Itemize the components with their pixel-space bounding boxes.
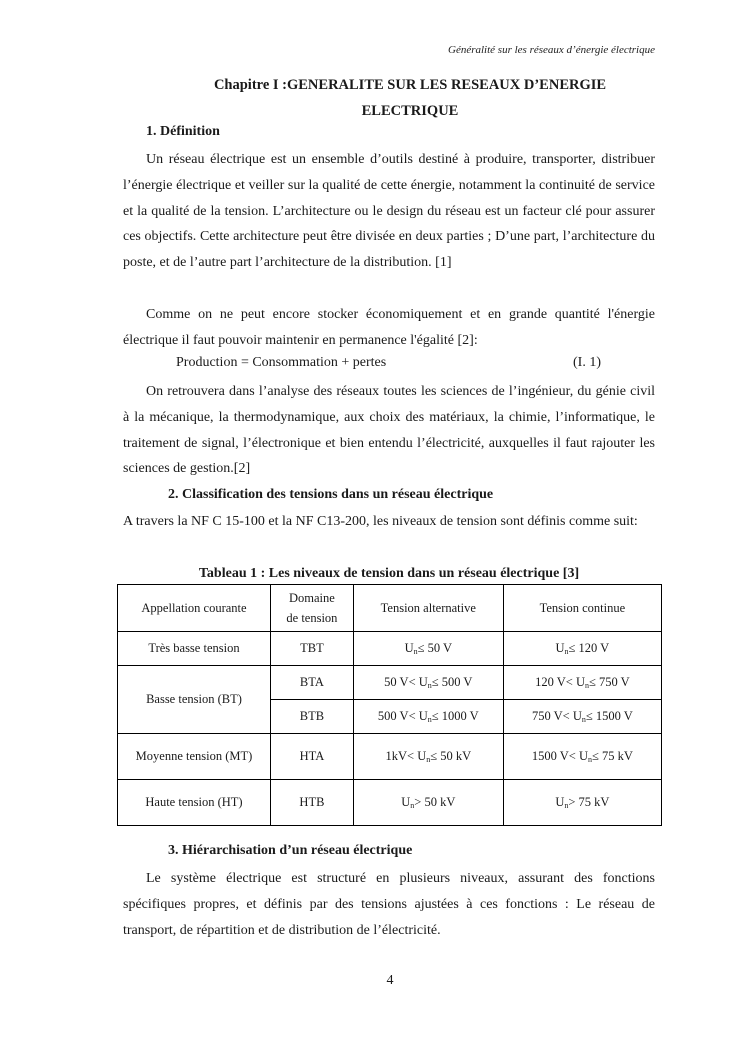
section-heading-hierarchy: 3. Hiérarchisation d’un réseau électrique <box>168 843 413 858</box>
cell-ac: $U_n> 50$ kV <box>353 780 503 826</box>
equation: Production = Consommation + pertes <box>176 355 387 370</box>
header-appellation: Appellation courante <box>118 585 271 632</box>
table-row <box>118 632 662 666</box>
cell-domain: HTA <box>270 734 353 780</box>
paragraph-hierarchy: Le système électrique est structuré en plusieurs niveaux, assurant des fonctions spécifiques propres, et définis par des tensions ajustées à ces fonctions : Le réseau de transport, de répartition et de distribution de l’électricité. <box>123 871 655 938</box>
header-tension-continue: Tension continue <box>503 585 661 632</box>
header-domaine: Domaine de tension <box>270 585 353 632</box>
section-heading-classification: 2. Classification des tensions dans un réseau électrique <box>168 487 494 502</box>
table-row <box>118 780 662 826</box>
cell-dc: $U_n> 75$ kV <box>503 780 661 826</box>
table-row <box>118 734 662 780</box>
paragraph-definition: Un réseau électrique est un ensemble d’outils destiné à produire, transporter, distribuer l’énergie électrique et veiller sur la qualité de cette énergie, notamment la continuité de service et la qualité de la tension. L’architecture ou le design du réseau est un facteur clé pour assurer ces objectifs. Cette architecture peut être divisée en deux parties ; D’une part, l’architecture du poste, et de l’autre part l’architecture de la distribution. [1] <box>123 152 655 271</box>
cell-domain: TBT <box>270 632 353 666</box>
table-header-row <box>118 585 662 632</box>
cell-name: Basse tension (BT) <box>118 666 271 734</box>
voltage-levels-table <box>117 584 662 826</box>
paragraph-storage: Comme on ne peut encore stocker économiquement et en grande quantité l'énergie électrique il faut pouvoir maintenir en permanence l'égalité [2]: <box>123 307 655 348</box>
paragraph-classification: A travers la NF C 15-100 et la NF C13-200, les niveaux de tension sont définis comme suit: <box>123 514 638 529</box>
cell-ac: 500 $V< U_n\le 1000$ V <box>353 700 503 734</box>
chapter-title-line2: ELECTRIQUE <box>361 103 459 119</box>
cell-dc: 120 $V< U_n\le 750$ V <box>503 666 661 700</box>
cell-domain: BTA <box>270 666 353 700</box>
cell-name: Moyenne tension (MT) <box>118 734 271 780</box>
running-header: Généralité sur les réseaux d’énergie électrique <box>448 44 655 56</box>
cell-dc: 750 $V< U_n\le 1500$ V <box>503 700 661 734</box>
header-tension-alternative: Tension alternative <box>353 585 503 632</box>
cell-dc: 1500 $V< U_n\le 75$ kV <box>503 734 661 780</box>
paragraph-sciences: On retrouvera dans l’analyse des réseaux toutes les sciences de l’ingénieur, du génie civil à la mécanique, la thermodynamique, aux choix des matériaux, la chimie, l’informatique, le traitement de signal, l’électronique et bien entendu l’électricité, auxquelles il faut rajouter les sciences de gestion.[2] <box>123 384 655 477</box>
cell-domain: BTB <box>270 700 353 734</box>
chapter-title <box>0 72 745 124</box>
cell-name: Haute tension (HT) <box>118 780 271 826</box>
chapter-title-line1: Chapitre I :GENERALITE SUR LES RESEAUX D’ENERGIE <box>213 77 607 93</box>
cell-ac: 50 $V< U_n\le 500$ V <box>353 666 503 700</box>
cell-domain: HTB <box>270 780 353 826</box>
table-caption: Tableau 1 : Les niveaux de tension dans un réseau électrique [3] <box>198 566 580 581</box>
cell-dc: $U_n\le 120$ V <box>503 632 661 666</box>
cell-ac: $1kV< U_n\le 50$ kV <box>353 734 503 780</box>
section-heading-definition: 1. Définition <box>146 124 220 139</box>
equation-number: (I. 1) <box>573 355 601 370</box>
cell-name: Très basse tension <box>118 632 271 666</box>
page-number: 4 <box>386 973 394 988</box>
cell-ac: $U_n\le 50$ V <box>353 632 503 666</box>
table-row <box>118 666 662 700</box>
